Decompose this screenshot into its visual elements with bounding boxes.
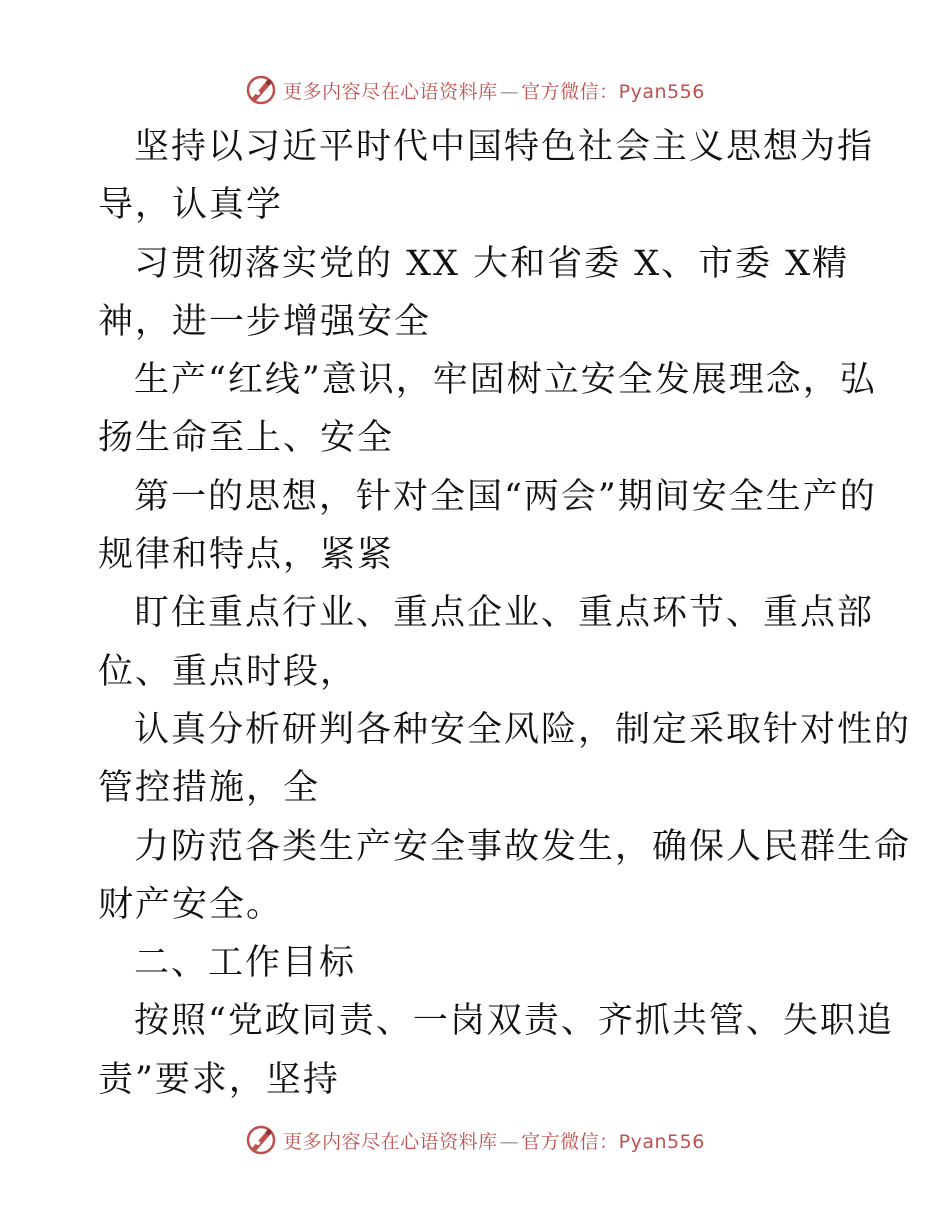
pen-logo-icon (245, 1124, 277, 1156)
paragraph-line: 生产“红线”意识，牢固树立安全发展理念，弘 (134, 360, 877, 401)
paragraph-line: 按照“党政同责、一岗双责、齐抓共管、失职追 (134, 1001, 894, 1042)
paragraph-line: 位、重点时段， (98, 651, 358, 692)
watermark-contact: 官方微信：Pyan556 (521, 80, 705, 103)
paragraph-line: 盯住重点行业、重点企业、重点环节、重点部 (134, 593, 875, 634)
watermark-separator: — (499, 1130, 520, 1153)
paragraph-line: 责”要求，坚持 (98, 1059, 340, 1100)
paragraph-line: 神，进一步增强安全 (98, 301, 432, 342)
paragraph-line: 认真分析研判各种安全风险，制定采取针对性的 (134, 709, 912, 750)
header-watermark (0, 70, 950, 110)
watermark-separator: — (499, 80, 520, 103)
paragraph-line: 坚持以习近平时代中国特色社会主义思想为指 (134, 127, 875, 167)
pen-logo-icon (245, 74, 277, 106)
watermark-text (283, 1127, 705, 1154)
paragraph-line: 管控措施，全 (98, 768, 321, 809)
paragraph-line: 力防范各类生产安全事故发生，确保人民群生命 (134, 826, 912, 867)
paragraph-line: 规律和特点，紧紧 (98, 535, 395, 576)
section-heading: 二、工作目标 (134, 943, 357, 984)
watermark-contact: 官方微信：Pyan556 (521, 1130, 705, 1153)
paragraph-line: 第一的思想，针对全国“两会”期间安全生产的 (134, 476, 877, 517)
footer-watermark (0, 1120, 950, 1160)
watermark-text (283, 77, 705, 104)
paragraph-line: 习贯彻落实党的 XX 大和省委 X、市委 X精 (134, 243, 850, 284)
paragraph-line: 扬生命至上、安全 (98, 418, 395, 459)
watermark-main: 更多内容尽在心语资料库 (283, 1130, 498, 1153)
paragraph-line: 财产安全。 (98, 884, 284, 925)
document-body (98, 118, 912, 1109)
paragraph-line: 导，认真学 (98, 185, 284, 226)
watermark-main: 更多内容尽在心语资料库 (283, 80, 498, 103)
